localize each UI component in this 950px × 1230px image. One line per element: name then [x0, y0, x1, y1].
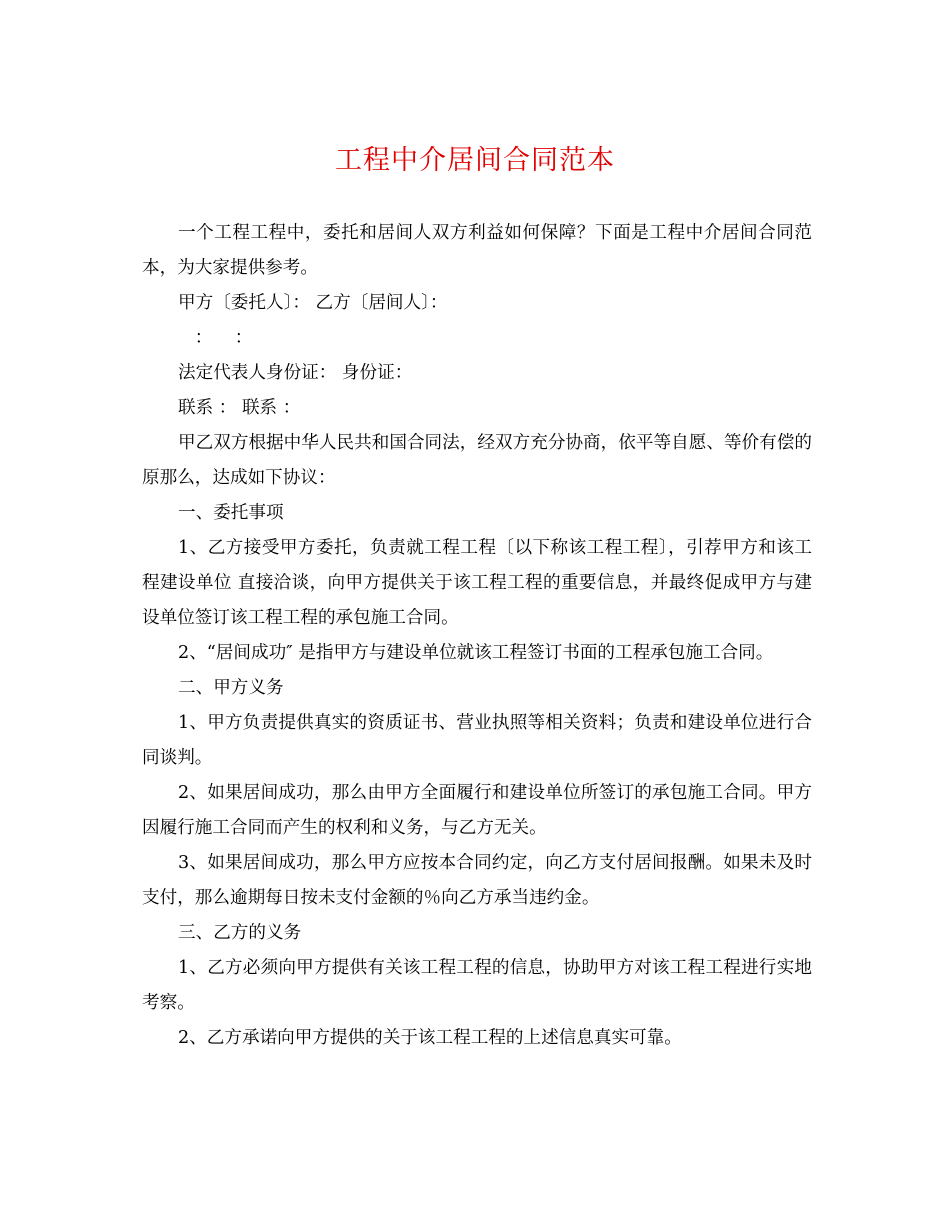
clause-1-1: 1、乙方接受甲方委托，负责就工程工程〔以下称该工程工程〕，引荐甲方和该工程建设单位 直接洽谈，向甲方提供关于该工程工程的重要信息，并最终促成甲方与建设单位签订该工程工程的承包施工合同。 [142, 538, 812, 628]
clause-3-2: 2、乙方承诺向甲方提供的关于该工程工程的上述信息真实可靠。 [178, 1028, 682, 1048]
intro-paragraph: 一个工程工程中，委托和居间人双方利益如何保障？下面是工程中介居间合同范本，为大家提供参考。 [142, 223, 812, 278]
clause-2-1: 1、甲方负责提供真实的资质证书、营业执照等相关资料；负责和建设单位进行合同谈判。 [142, 713, 812, 768]
contact-line: 联系 ： 联系 ： [178, 398, 301, 418]
agreement-preamble: 甲乙双方根据中华人民共和国合同法，经双方充分协商，依平等自愿、等价有偿的原那么，达成如下协议： [142, 433, 812, 488]
clause-2-3: 3、如果居间成功，那么甲方应按本合同约定，向乙方支付居间报酬。如果未及时支付，那么逾期每日按未支付金额的％向乙方承当违约金。 [142, 853, 812, 908]
clause-3-1: 1、乙方必须向甲方提供有关该工程工程的信息，协助甲方对该工程工程进行实地考察。 [142, 958, 812, 1013]
section-heading-2: 二、甲方义务 [178, 678, 284, 698]
section-heading-3: 三、乙方的义务 [178, 923, 302, 943]
id-card-line: 法定代表人身份证： 身份证： [178, 363, 413, 383]
document-title: 工程中介居间合同范本 [335, 145, 615, 176]
party-blank-line: ： ： [178, 328, 253, 348]
clause-1-2: 2、“居间成功″ 是指甲方与建设单位就该工程签订书面的工程承包施工合同。 [178, 643, 774, 663]
clause-2-2: 2、如果居间成功，那么由甲方全面履行和建设单位所签订的承包施工合同。甲方因履行施工合同而产生的权利和义务，与乙方无关。 [142, 783, 812, 838]
party-names-line: 甲方〔委托人〕： 乙方〔居间人〕： [178, 293, 448, 313]
section-heading-1: 一、委托事项 [178, 503, 284, 523]
document-body [142, 216, 812, 1056]
